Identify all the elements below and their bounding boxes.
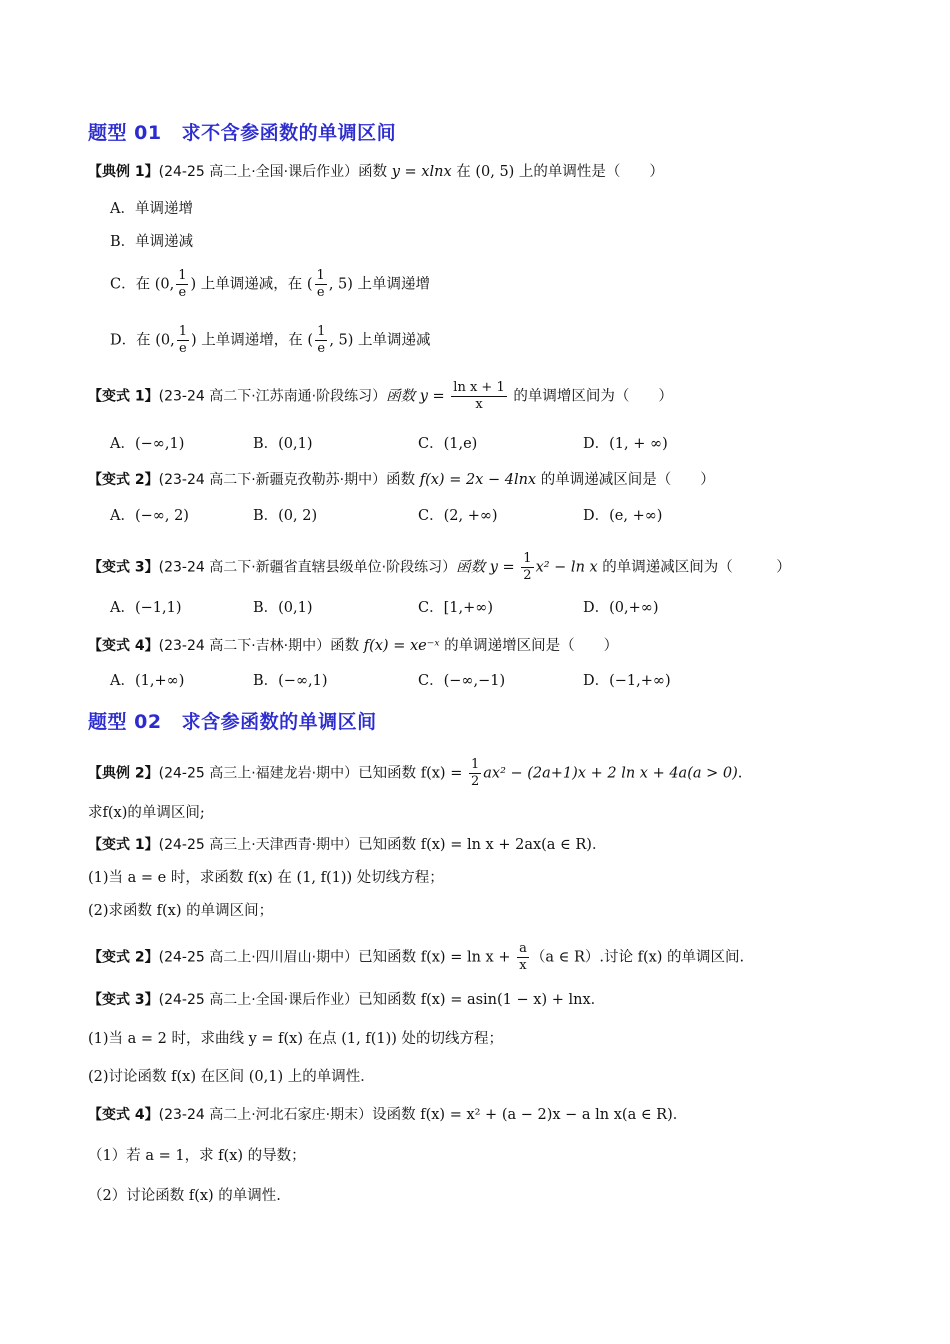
question-tag: 【变式 3】	[88, 992, 159, 1008]
math-expression: ax² − (2a+1)x + 2 ln x + 4a(a > 0)	[483, 765, 738, 782]
numerator: 1	[316, 268, 325, 283]
numerator: 1	[317, 324, 326, 339]
option-a[interactable]: A．(−1,1)	[110, 600, 182, 616]
fraction	[521, 551, 533, 584]
question-source: (23-24 高二上·河北石家庄·期末）	[158, 1107, 373, 1123]
variant-3-stem	[88, 551, 791, 584]
denominator: e	[316, 285, 325, 300]
option-c[interactable]: C．(−∞,−1)	[418, 673, 506, 689]
stem-text: 函数	[386, 472, 420, 488]
stem-text: 设函数 f(x) = x² + (a − 2)x − a ln x(a ∈ R)．	[372, 1107, 688, 1123]
denominator: 2	[470, 774, 480, 789]
section-number: 题型 02	[88, 711, 162, 733]
stem-text: 在	[451, 164, 476, 180]
variant-1b-stem	[88, 834, 606, 856]
option-text: , 5) 上单调递增	[328, 276, 431, 293]
question-source: (24-25 高二上·全国·课后作业）	[158, 992, 359, 1008]
option-a[interactable]: A．(−∞, 2)	[110, 508, 189, 524]
question-tag: 【典例 2】	[88, 765, 159, 782]
fraction	[469, 757, 481, 790]
stem-text: 上的单调性是（ ）	[514, 164, 664, 180]
section-heading-1	[88, 118, 396, 145]
question-tag: 【变式 4】	[88, 1107, 159, 1123]
option-text: C．在 (0,	[110, 276, 175, 293]
variant-3b-question-2: (2)讨论函数 f(x) 在区间 (0,1) 上的单调性．	[88, 1069, 375, 1085]
stem-text: 函数	[358, 164, 392, 180]
question-tag: 【变式 1】	[88, 837, 159, 853]
numerator: 1	[178, 268, 187, 283]
question-tag: 【变式 4】	[88, 638, 159, 654]
option-text: , 5) 上单调递减	[329, 332, 431, 349]
example-2-stem	[88, 757, 742, 790]
example-1-stem	[88, 161, 664, 183]
question-source: (23-24 高二下·江苏南通·阶段练习）	[158, 388, 387, 405]
fraction	[177, 324, 189, 357]
section-heading-2	[88, 707, 377, 734]
stem-text: 已知函数 f(x) = ln x + 2ax(a ∈ R)．	[358, 837, 607, 853]
denominator: e	[317, 341, 326, 356]
question-tag: 【变式 3】	[88, 559, 159, 576]
stem-text: （a ∈ R）.讨论 f(x) 的单调区间.	[530, 949, 745, 966]
variant-1-stem	[88, 380, 673, 413]
stem-text: 的单调递减区间是（ ）	[536, 472, 715, 488]
denominator: 2	[523, 568, 532, 583]
question-tag: 【典例 1】	[88, 164, 159, 180]
numerator: 1	[178, 324, 188, 339]
variant-4b-stem	[88, 1104, 687, 1126]
option-c[interactable]: C．(1,e)	[418, 436, 478, 452]
question-source: (23-24 高二下·新疆省直辖县级单位·阶段练习）	[158, 559, 457, 576]
variant-1b-question-2: (2)求函数 f(x) 的单调区间；	[88, 903, 274, 919]
question-tag: 【变式 2】	[88, 472, 159, 488]
question-source: (24-25 高二上·四川眉山·期中）	[158, 949, 359, 966]
numerator: 1	[523, 551, 532, 566]
option-a[interactable]: A．(−∞,1)	[110, 436, 185, 452]
variant-4b-question-1: （1）若 a = 1，求 f(x) 的导数；	[88, 1148, 306, 1164]
option-c[interactable]: C．[1,+∞)	[418, 600, 493, 616]
question-tag: 【变式 1】	[88, 388, 159, 405]
variant-2b-stem	[88, 941, 744, 974]
section-number: 题型 01	[88, 122, 162, 144]
option-a[interactable]: A．(1,+∞)	[110, 673, 185, 689]
numerator: ln x + 1	[453, 380, 505, 395]
stem-text: 的单调增区间为（ ）	[508, 388, 673, 405]
math-interval: (0, 5)	[475, 164, 515, 180]
question-tag: 【变式 2】	[88, 949, 159, 966]
fraction	[315, 268, 327, 301]
stem-text: 已知函数 f(x) =	[358, 765, 467, 782]
stem-text: 已知函数 f(x) = ln x +	[358, 949, 516, 966]
option-d[interactable]: D．(e, +∞)	[583, 508, 663, 524]
stem-text: .	[737, 765, 743, 782]
question-source: (24-25 高三上·福建龙岩·期中）	[158, 765, 359, 782]
math-expression: f(x) = 2x − 4lnx	[419, 472, 537, 488]
variant-3b-question-1: (1)当 a = 2 时，求曲线 y = f(x) 在点 (1, f(1)) 处的切线方程；	[88, 1031, 504, 1047]
fraction	[517, 941, 529, 974]
variant-4b-question-2: （2）讨论函数 f(x) 的单调性.	[88, 1188, 281, 1204]
option-b[interactable]: B．(0,1)	[253, 600, 313, 616]
variant-1b-question-1: (1)当 a = e 时，求函数 f(x) 在 (1, f(1)) 处切线方程；	[88, 870, 444, 886]
denominator: x	[475, 397, 483, 412]
stem-text: 的单调递减区间为（ ）	[597, 559, 791, 576]
section-title: 求不含参函数的单调区间	[181, 122, 397, 144]
variant-2-stem	[88, 469, 715, 491]
option-c[interactable]: C．(2, +∞)	[418, 508, 498, 524]
question-source: (23-24 高二下·新疆克孜勒苏·期中）	[158, 472, 387, 488]
option-d[interactable]: D．(−1,+∞)	[583, 673, 671, 689]
stem-text: 函数 y =	[386, 388, 450, 405]
example-2-question: 求f(x)的单调区间;	[88, 805, 205, 821]
option-b[interactable]: B．(−∞,1)	[253, 673, 328, 689]
math-expression: x² − ln x	[535, 559, 598, 576]
numerator: 1	[470, 757, 480, 772]
option-a[interactable]: A．单调递增	[110, 201, 193, 217]
fraction	[176, 268, 188, 301]
denominator: x	[519, 958, 527, 973]
option-text: ) 上单调递增，在 (	[191, 332, 314, 349]
stem-text: 已知函数 f(x) = asin(1 − x) + lnx．	[358, 992, 606, 1008]
variant-4-stem	[88, 635, 618, 657]
fraction	[451, 380, 506, 413]
variant-3b-stem	[88, 989, 605, 1011]
option-b[interactable]: B．(0,1)	[253, 436, 313, 452]
option-c[interactable]	[110, 268, 430, 301]
question-source: (24-25 高二上·全国·课后作业）	[158, 164, 359, 180]
option-d[interactable]: D．(0,+∞)	[583, 600, 659, 616]
option-b[interactable]: B．单调递减	[110, 234, 194, 250]
option-d[interactable]	[110, 324, 431, 357]
fraction	[315, 324, 327, 357]
math-expression: f(x) = xe⁻ˣ	[363, 638, 440, 654]
option-b[interactable]: B．(0, 2)	[253, 508, 318, 524]
stem-text: 函数	[330, 638, 364, 654]
question-source: (24-25 高三上·天津西青·期中）	[158, 837, 359, 853]
denominator: e	[178, 285, 187, 300]
stem-text: 函数 y =	[456, 559, 520, 576]
option-text: ) 上单调递减，在 (	[190, 276, 313, 293]
denominator: e	[179, 341, 187, 356]
question-source: (23-24 高二下·吉林·期中）	[158, 638, 331, 654]
math-expression: y = xlnx	[391, 164, 452, 180]
section-title: 求含参函数的单调区间	[181, 711, 377, 733]
option-d[interactable]: D．(1, + ∞)	[583, 436, 668, 452]
numerator: a	[519, 941, 527, 956]
stem-text: 的单调递增区间是（ ）	[439, 638, 619, 654]
option-text: D．在 (0,	[110, 332, 175, 349]
